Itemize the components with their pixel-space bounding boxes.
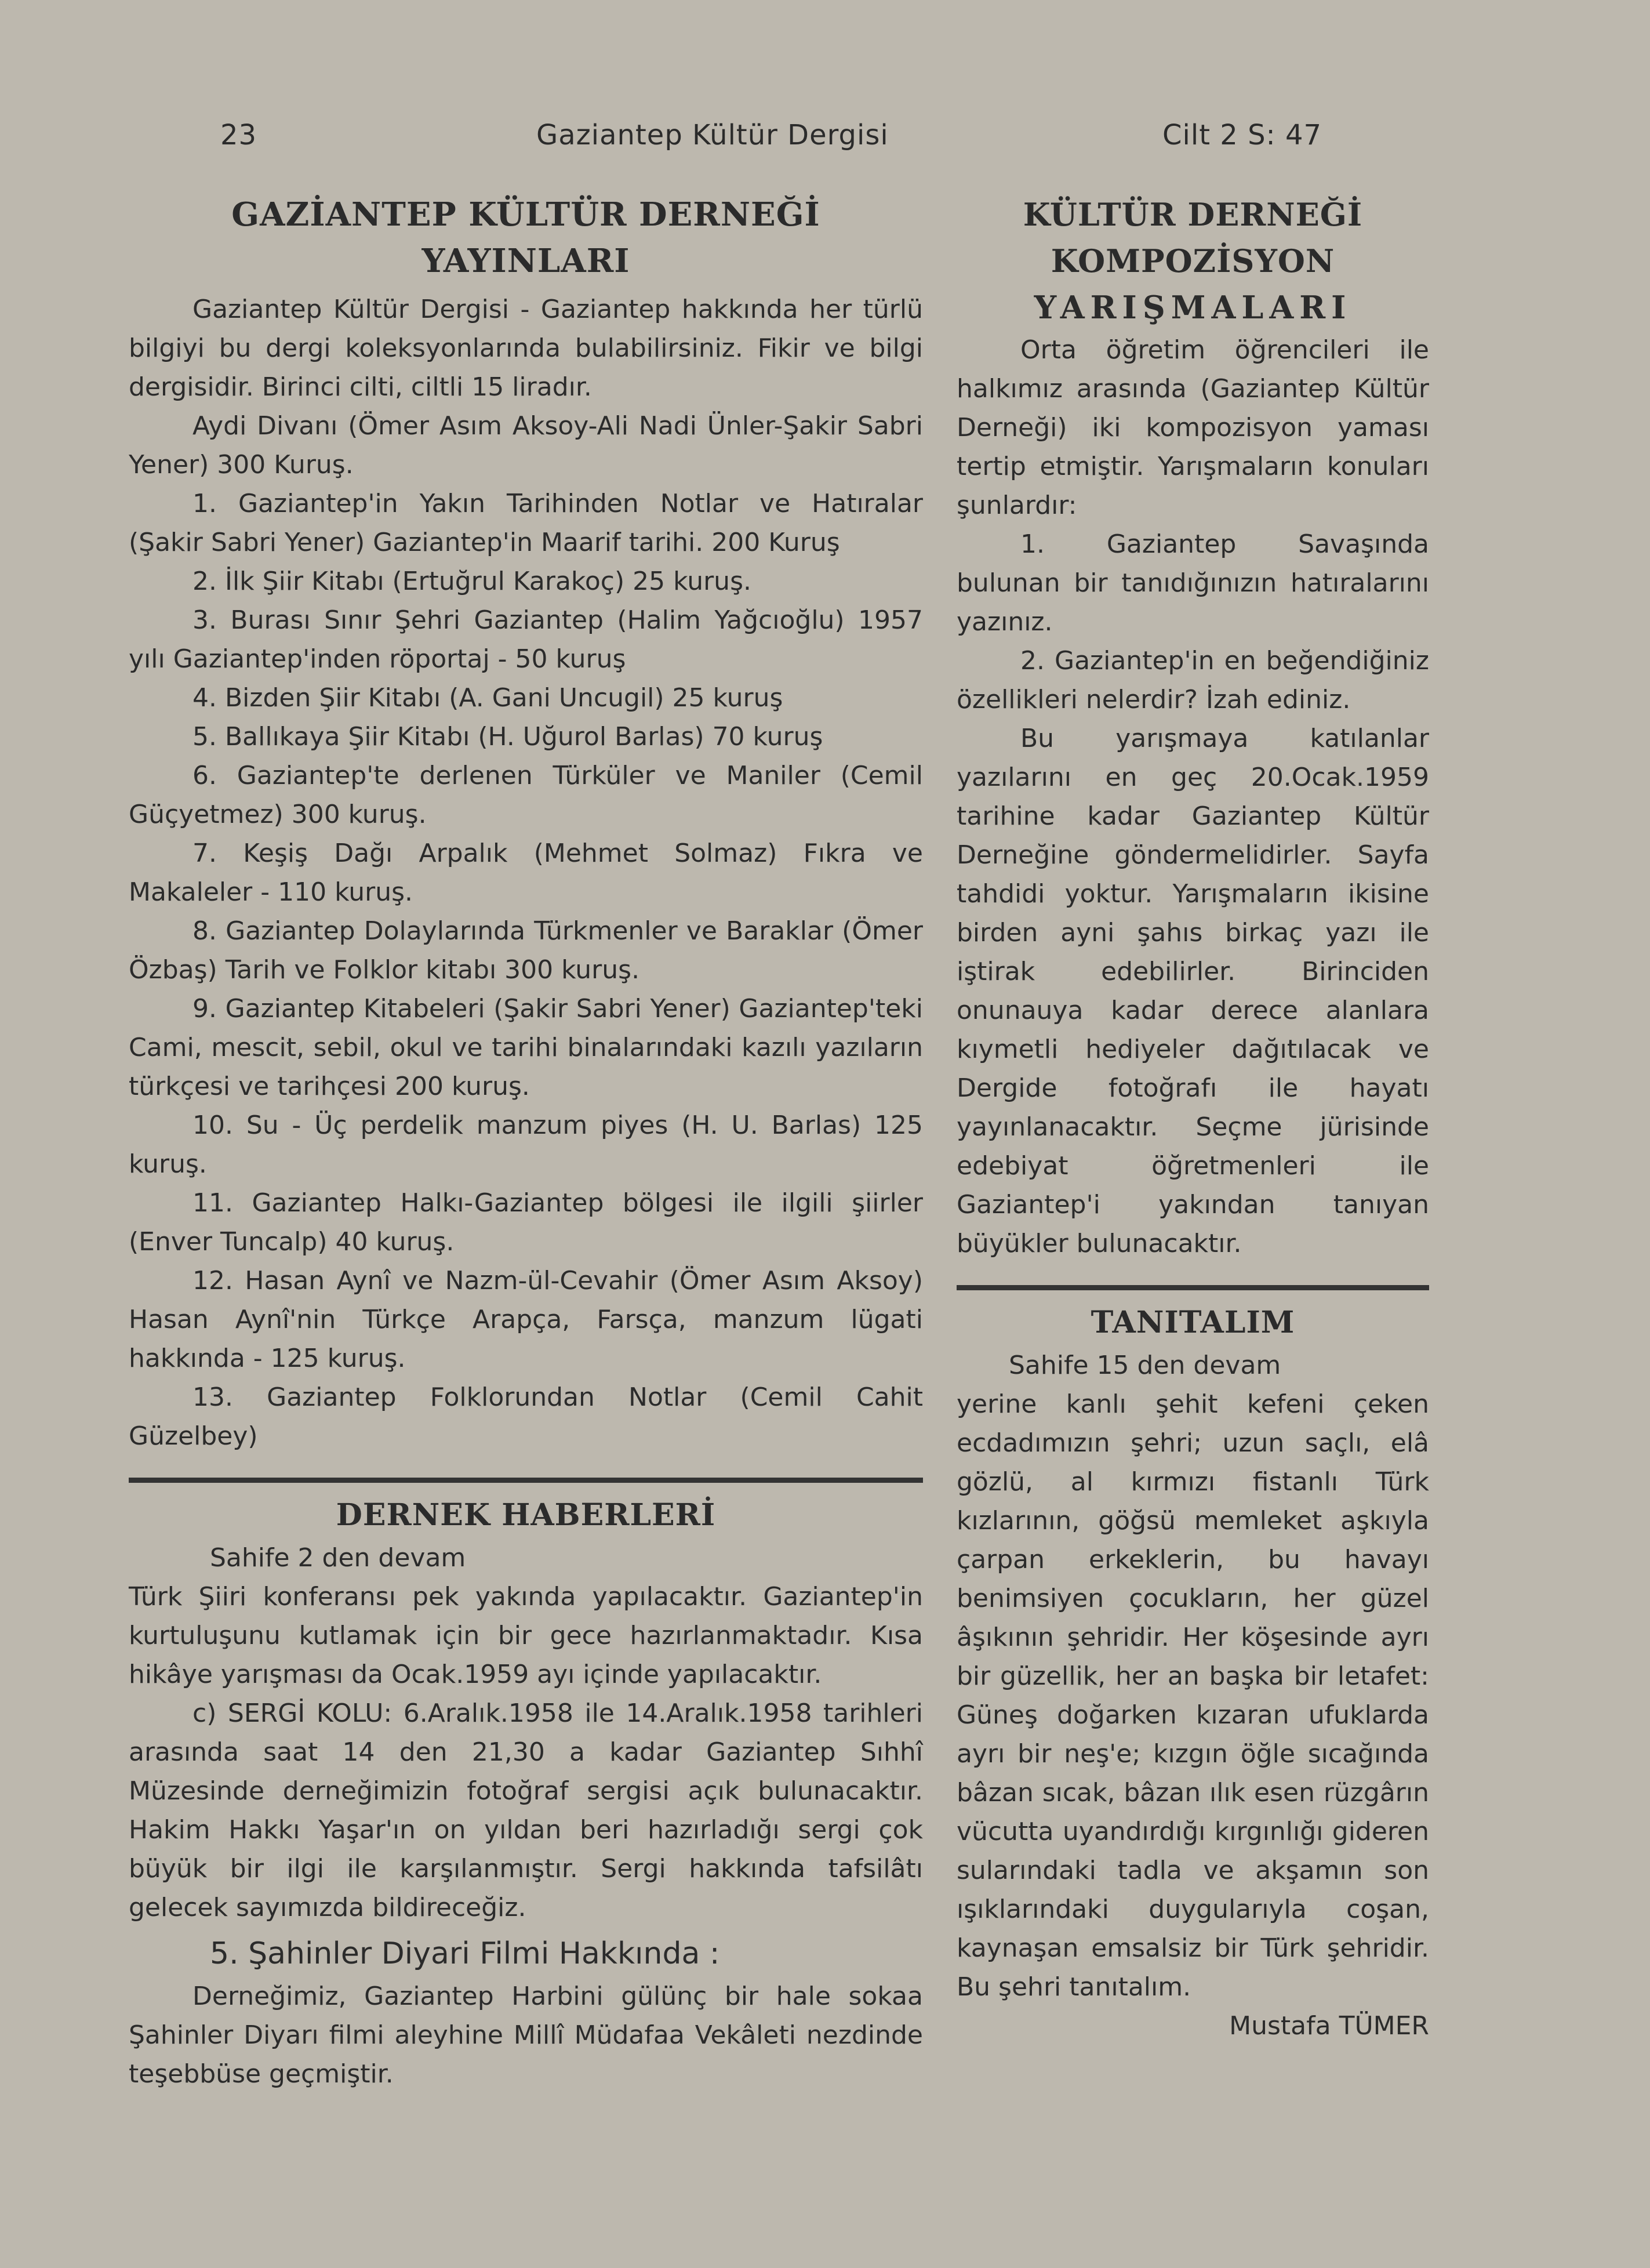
publication-item: 10. Su - Üç perdelik manzum piyes (H. U. Barlas) 125 kuruş. [129, 1111, 923, 1179]
film-heading: 5. Şahinler Diyari Filmi Hakkında : [210, 1936, 720, 1971]
publication-item: 11. Gaziantep Halkı-Gaziantep bölgesi ile ilgili şiirler (Enver Tuncalp) 40 kuruş. [129, 1188, 923, 1257]
tanitalim-title: TANITALIM [1091, 1305, 1295, 1340]
tanitalim-paragraph: yerine kanlı şehit kefeni çeken ecdadımızın şehri; uzun saçlı, elâ gözlü, al kırmızı fistanlı Türk kızlarının, göğsü memleket aşkıyla çarpan erkeklerin, bu havayı benimsiyen çocukların, her güzel âşıkının şehridir. Her köşesinde ayrı bir güzellik, her an başka bir letafet: Güneş doğarken kızaran ufuklarda ayrı bir neş'e; kızgın öğle sıcağında bâzan sıcak, bâzan ılık esen rüzgârın vücutta uyandırdığı kırgınlığı gideren sularındaki tadla ve akşamın son ışıklarındaki duygularıyla coşan, kaynaşan emsalsiz bir Türk şehridir. Bu şehri tanıtalım. [957, 1389, 1429, 2002]
competition-intro: Orta öğretim öğrencileri ile halkımız arasında (Gaziantep Kültür Derneği) iki kompozisyon yaması tertip etmiştir. Yarışmaların konuları şunlardır: [957, 335, 1429, 520]
journal-title: Gaziantep Kültür Dergisi [536, 119, 889, 151]
publication-item: 9. Gaziantep Kitabeleri (Şakir Sabri Yener) Gaziantep'teki Cami, mescit, sebil, okul ve tarihi binalarındaki kazılı yazıların türkçesi ve tarihçesi 200 kuruş. [129, 994, 923, 1101]
news-continued-note: Sahife 2 den devam [210, 1543, 466, 1573]
publication-item: Aydi Divanı (Ömer Asım Aksoy-Ali Nadi Ünler-Şakir Sabri Yener) 300 Kuruş. [129, 411, 923, 480]
volume-issue: Cilt 2 S: 47 [1162, 119, 1322, 151]
page-number: 23 [220, 119, 257, 151]
section-divider [129, 1478, 923, 1483]
page-header [0, 119, 1650, 159]
publication-item: Gaziantep Kültür Dergisi - Gaziantep hakkında her türlü bilgiyi bu dergi koleksyonlarında bulabilirsiniz. Fikir ve bilgi dergisidir. Birinci cilti, ciltli 15 liradır. [129, 295, 923, 402]
competition-title-line3: YARIŞMALARI [1034, 289, 1352, 326]
publications-list [129, 290, 923, 1456]
publication-item: 12. Hasan Aynî ve Nazm-ül-Cevahir (Ömer Asım Aksoy) Hasan Aynî'nin Türkçe Arapça, Farsça, manzum lügati hakkında - 125 kuruş. [129, 1266, 923, 1373]
publication-item: 3. Burası Sınır Şehri Gaziantep (Halim Yağcıoğlu) 1957 yılı Gaziantep'inden röportaj - 50 kuruş [129, 605, 923, 674]
news-title: DERNEK HABERLERİ [336, 1497, 716, 1533]
publication-item: 6. Gaziantep'te derlenen Türküler ve Maniler (Cemil Güçyetmez) 300 kuruş. [129, 761, 923, 829]
publication-item: 4. Bizden Şiir Kitabı (A. Gani Uncugil) 25 kuruş [192, 683, 783, 713]
right-column [957, 191, 1429, 2041]
publications-title: GAZİANTEP KÜLTÜR DERNEĞİ YAYINLARI [231, 195, 820, 280]
news-paragraph: c) SERGİ KOLU: 6.Aralık.1958 ile 14.Aralık.1958 tarihleri arasında saat 14 den 21,30 a kadar Gaziantep Sıhhî Müzesinde derneğimizin fotoğraf sergisi açık bulunacaktır. Hakim Hakkı Yaşar'ın on yıldan beri hazırladığı sergi çok büyük bir ilgi ile karşılanmıştır. Sergi hakkında tafsilâtı gelecek sayımızda bildireceğiz. [129, 1699, 923, 1922]
publication-item: 8. Gaziantep Dolaylarında Türkmenler ve Baraklar (Ömer Özbaş) Tarih ve Folklor kitabı 300 kuruş. [129, 916, 923, 985]
competition-title-line2: KOMPOZİSYON [1051, 242, 1335, 280]
publication-item: 2. İlk Şiir Kitabı (Ertuğrul Karakoç) 25 kuruş. [192, 567, 751, 596]
competition-title-line1: KÜLTÜR DERNEĞİ [1023, 196, 1363, 233]
publication-item: 5. Ballıkaya Şiir Kitabı (H. Uğurol Barlas) 70 kuruş [192, 722, 823, 752]
competition-question-2: 2. Gaziantep'in en beğendiğiniz özellikleri nelerdir? İzah ediniz. [957, 646, 1429, 714]
competition-rules: Bu yarışmaya katılanlar yazılarını en geç 20.Ocak.1959 tarihine kadar Gaziantep Kültür Derneğine göndermelidirler. Sayfa tahdidi yoktur. Yarışmaların ikisine birden ayni şahıs birkaç yazı ile iştirak edebilirler. Birinciden onunauya kadar derece alanlara kıymetli hediyeler dağıtılacak ve Dergide fotoğrafı ile hayatı yayınlanacaktır. Seçme jürisinde edebiyat öğretmenleri ile Gaziantep'i yakından tanıyan büyükler bulunacaktır. [957, 724, 1429, 1258]
film-paragraph: Derneğimiz, Gaziantep Harbini gülünç bir hale sokaa Şahinler Diyarı filmi aleyhine Millî Müdafaa Vekâleti nezdinde teşebbüse geçmiştir. [129, 1982, 923, 2089]
section-divider [957, 1285, 1429, 1290]
publication-item: 1. Gaziantep'in Yakın Tarihinden Notlar ve Hatıralar (Şakir Sabri Yener) Gaziantep'in Maarif tarihi. 200 Kuruş [129, 489, 923, 557]
publication-item: 13. Gaziantep Folklorundan Notlar (Cemil Cahit Güzelbey) [129, 1382, 923, 1451]
news-paragraph: Türk Şiiri konferansı pek yakında yapılacaktır. Gaziantep'in kurtuluşunu kutlamak için bir gece hazırlanmaktadır. Kısa hikâye yarışması da Ocak.1959 ayı içinde yapılacaktır. [129, 1582, 923, 1689]
competition-question-1: 1. Gaziantep Savaşında bulunan bir tanıdığınızın hatıralarını yazınız. [957, 529, 1429, 637]
publication-item: 7. Keşiş Dağı Arpalık (Mehmet Solmaz) Fıkra ve Makaleler - 110 kuruş. [129, 839, 923, 907]
tanitalim-continued-note: Sahife 15 den devam [1009, 1351, 1281, 1380]
left-column [129, 191, 923, 2093]
author-signature: Mustafa TÜMER [1229, 2011, 1429, 2041]
